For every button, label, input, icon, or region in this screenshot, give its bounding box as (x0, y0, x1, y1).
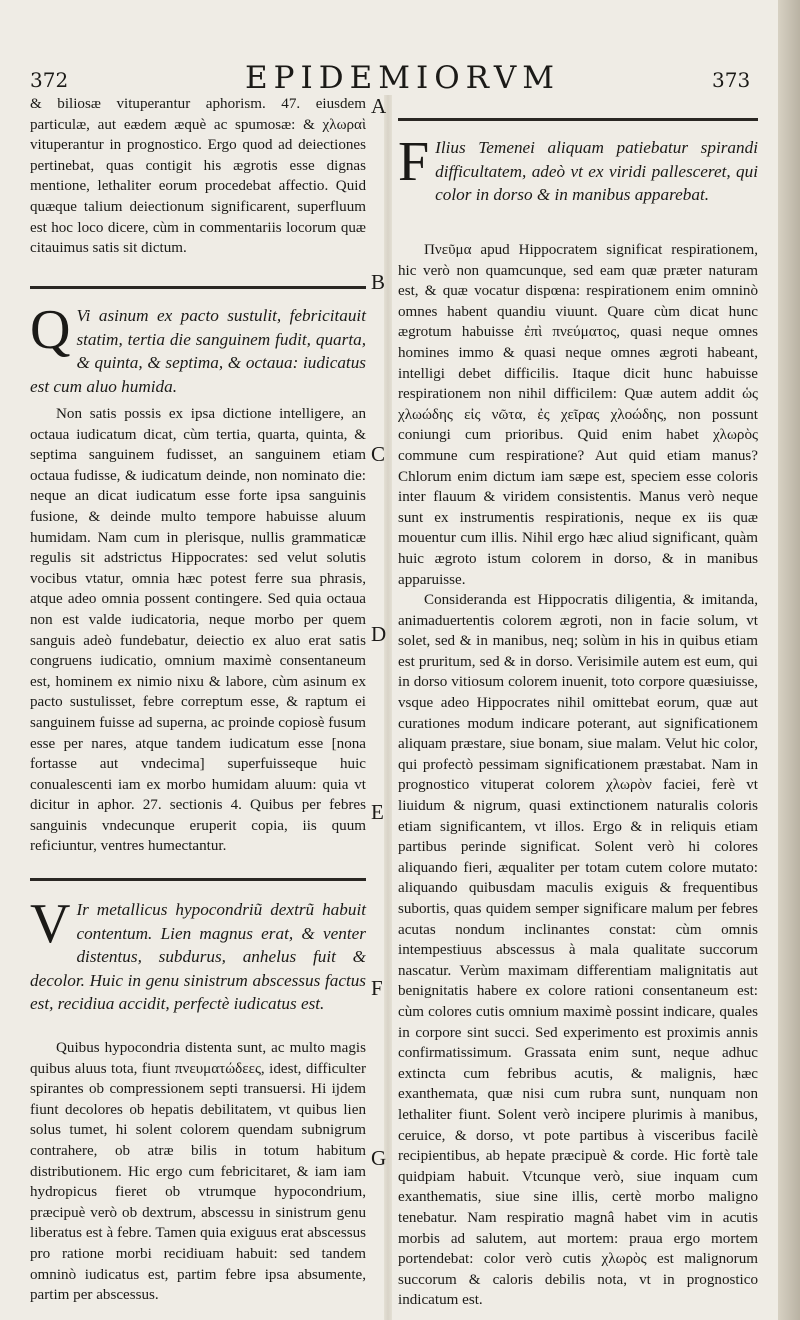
margin-letter-d: D (371, 622, 387, 646)
lemma-2 (30, 893, 366, 1016)
margin-letter-f: F (371, 976, 383, 1000)
margin-letter-b: B (371, 270, 386, 294)
running-title: EPIDEMIORVM (245, 60, 560, 96)
column-gutter (384, 95, 392, 1320)
drop-cap-q: Q (30, 299, 71, 361)
commentary-2 (30, 1038, 366, 1306)
section-rule (30, 286, 366, 289)
drop-cap-f: F (398, 131, 430, 193)
lemma-3 (398, 131, 758, 207)
commentary-1-paragraph: Non satis possis ex ipsa dictione intelligere, an octaua iudicatum dicat, cùm tertia, quarta, quinta, & septima sanguinem fudisset, an sanguinem etiam octaua fudisse, & iudicatum deinde, non nominato die: neque an dicat iudicatum esse forte ipsa sanguinis fusione, & deinde multo tempore habuisse aluum humidam. Nam cum in plerisque, nullis grammaticæ regulis sit adstrictus Hippocrates: sed velut solutis vocibus vtatur, omnia hæc potest ferre sua phrasis, atque adeo omnia possent contingere. Sed quia octaua non est valde iudicatoria, neque morbo per quem sanguis adeò fundebatur, deiectio ex aluo erat satis congruens iudicatio, omnium maximè consentaneum est, hominem ex nimio nixu & labore, cùm asinum ex pacto sustulisset, febre correptum esse, & raptum ei sanguinem fuisse ad superna, ac proinde copiosè fusum esse per nares, atque tandem iudicatum esse [nona fortasse aut vndecima] superfuisseque huic conualescenti iam ex morbo humidam aluum: quia vt dicitur in aphor. 27. sectionis 4. Quibus per febres sanguinis vndecunque eruperit copia, iis quum reficiuntur, ventres humectantur. (30, 406, 366, 855)
commentary-3-paragraph-2: Consideranda est Hippocratis diligentia, & imitanda, animaduertentis colorem ægroti, non in facie solum, vt solet, sed & in manibus, neq; solùm in his in quibus etiam est pruritum, sed & in dorso. Verisimile autem est eum, qui in dorso vitiosum colorem inuenit, toto corpore quæsiuisse, vsque adeo Hippocrates nihil omittebat eorum, quæ aut curationes modum indicare poterant, aut significationem aliquam præstare, siue bonam, siue malam. Velut hic color, qui profectò pessimam significationem præstabat. Nam in prognostico vituperat colorem χλωρὸν faciei, ferè vt liuidum & nigrum, quasi extinctionem naturalis coloris etiam significantem, vt illos. Ergo & in reliquis etiam partibus perinde significat. Solent verò hi colores aliquando fieri, æqualiter per totam cutem colore mutato: aliquando quibusdam maculis exiguis & frequentibus subortis, quas quidem semper significare malum per febres acutas nondum inclinantes constat: cùm omnis intempestiuus abscessus à mala qualitate succorum nascatur. Verùm maximam differentiam malignitatis aut benignitatis habere ex colore rationi consentaneum est: cùm colores cutis omnium maximè possint indicare, quales in corpore sint succi. Sed experimento est proximis annis confirmatissimum. Grassata enim sunt, neque adhuc extincta cum febribus acutis, & malignis, hæc exanthemata, quæ nisi cum rubra sunt, nunquam non lethaliter fiunt. Solent verò incipere plurimis à manibus, ceruice, & dorso, vt pote partibus à visceribus facilè recipientibus, ab hepate præcipuè & corde. Hic fortè tale quidpiam habuit. Vtcunque verò, siue inquam cum exanthematis, siue sine illis, certè morbo maligno tenebatur. Nam respiratio magnâ habet vim in acutis morbis ad salutem, aut mortem: praua ergo mortem portendebat: color verò cutis χλωρὸς est malignorum succorum & caloris debilis nota, vt in prognostico indicatum est. (398, 592, 758, 1309)
commentary-3-paragraph-1: Πνεῦμα apud Hippocratem significat respirationem, hic verò non quamcunque, sed eam quæ præter naturam est, & quæ vocatur dispœna: respirationem enim omninò omnes habent quandiu viuunt. Quare cùm dicat hunc ægrotum habuisse ἐπὶ πνεύματος, quasi neque omnes homines immo & quasi neque omnes ægroti habeant, intelligi debet difficilis. Itaque dicit hunc habuisse respirationem non nihil difficilem: Quæ autem addit ὡς χλωώδης εἰς νῶτα, ἐς χεῖρας χλοώδης, non possunt coniungi cum prioribus. Quid enim habet χλωρὸς commune cum respiratione? Aut quid etiam manus? Chlorum enim dictum iam sæpe est, speciem esse coloris inter flauum & viridem consistentis. Manus verò neque sunt ex instrumentis respirationis, neque ex iis quæ mouentur cum illis. Nihil ergo hæc aliud significant, quàm huic ægroto istum colorem in dorso, & in manibus apparuisse. (398, 242, 758, 588)
left-column-continuation (30, 94, 366, 259)
continuation-paragraph: & biliosæ vituperantur aphorism. 47. eiusdem particulæ, aut eædem æquè ac spumosæ: & χλωραὶ vituperantur in prognostico. Ergo quod ad deiectiones pertinebat, quas contigit his ægrotis esse dignas mentione, lethaliter eorum procedebat affectio. Quid quæque talium deiectionum significarent, superfluum est hoc loco dicere, cùm in commentariis locorum quæ citauimus satis sit dictum. (30, 96, 366, 257)
commentary-2-paragraph: Quibus hypocondria distenta sunt, ac multo magis quibus aluus tota, fiunt πνευματώδεες, idest, difficulter spirantes ob compressionem septi transuersi. Hi ijdem fiunt decolores ob hepatis debilitatem, vt quibus lien solus tumet, hi solent colorem quendam subnigrum contrahere, ob atræ bilis in totum habitum distributionem. Hic ergo cum febricitaret, & iam iam hydropicus fieret ob vtrumque hypocondrium, præcipuè verò ob dextrum, abscessu in sinistrum genu liberatus est à febre. Tamen quia exiguus erat abscessus pro ratione morbi recidiuam habuit: sed tandem omninò iudicatus est, partim febre ipsa absumente, partim per abscessus. (30, 1040, 366, 1304)
page-number-left: 372 (30, 68, 69, 92)
lemma-1 (30, 299, 366, 398)
lemma-3-text: Ilius Temenei aliquam patiebatur spirandi difficultatem, adeò vt ex viridi pallesceret, qui color in dorso & in manibus apparebat. (435, 138, 758, 205)
margin-letter-a: A (371, 94, 387, 118)
commentary-3 (398, 240, 758, 1311)
margin-letter-g: G (371, 1146, 387, 1170)
section-rule (398, 118, 758, 121)
lemma-1-text: Vi asinum ex pacto sustulit, febricitauit statim, tertia die sanguinem fudit, quarta, & quinta, & septima, & octaua: iudicatus est cum aluo humida. (30, 306, 366, 396)
commentary-1 (30, 404, 366, 857)
page-edge-shadow (778, 0, 800, 1320)
margin-letter-c: C (371, 442, 386, 466)
section-rule (30, 878, 366, 881)
margin-letter-e: E (371, 800, 384, 824)
drop-cap-v: V (30, 893, 71, 955)
lemma-2-text: Ir metallicus hypocondriũ dextrũ habuit contentum. Lien magnus erat, & venter distentus, subdurus, anhelus fuit & decolor. Huic in genu sinistrum abscessus factus est, recidiua accidit, perfectè iudicatus est. (30, 900, 366, 1014)
page-number-right: 373 (712, 68, 751, 92)
